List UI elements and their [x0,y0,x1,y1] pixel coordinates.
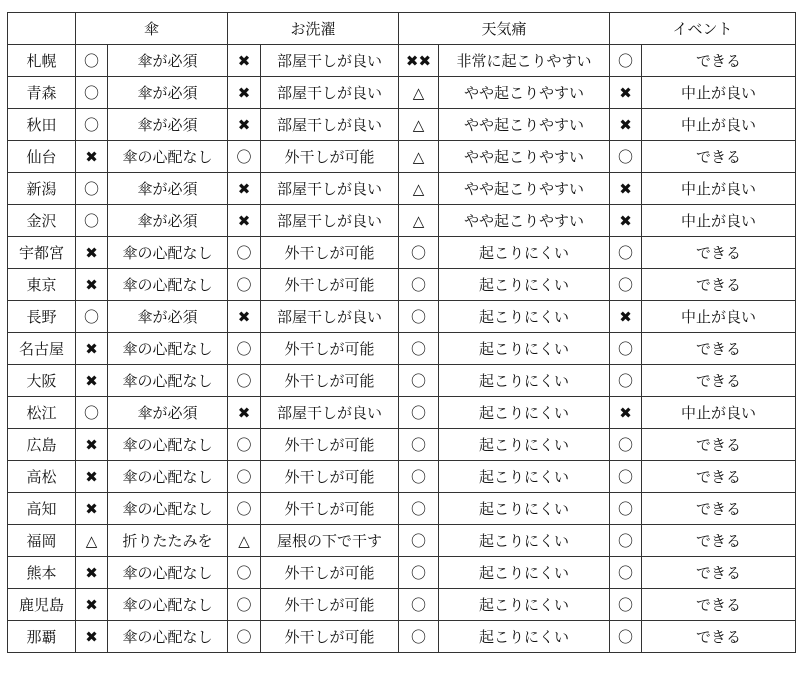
weather-pain-symbol: ✖✖ [399,45,439,77]
header-weather-pain: 天気痛 [399,13,610,45]
umbrella-symbol: ✖ [76,269,108,301]
umbrella-symbol: 〇 [76,173,108,205]
weather-pain-text: やや起こりやすい [439,109,610,141]
laundry-text: 部屋干しが良い [261,45,399,77]
header-event: イベント [610,13,796,45]
weather-pain-text: 起こりにくい [439,301,610,333]
event-text: できる [642,141,796,173]
city-cell: 札幌 [8,45,76,77]
weather-pain-text: 起こりにくい [439,621,610,653]
umbrella-symbol: 〇 [76,397,108,429]
weather-pain-symbol: △ [399,77,439,109]
table-row [8,237,796,269]
laundry-text: 部屋干しが良い [261,205,399,237]
weather-pain-text: 起こりにくい [439,461,610,493]
event-symbol: 〇 [610,621,642,653]
weather-pain-text: 非常に起こりやすい [439,45,610,77]
weather-pain-symbol: 〇 [399,621,439,653]
laundry-symbol: 〇 [228,237,261,269]
event-text: できる [642,429,796,461]
laundry-symbol: 〇 [228,621,261,653]
laundry-text: 部屋干しが良い [261,77,399,109]
umbrella-symbol: ✖ [76,461,108,493]
umbrella-text: 傘の心配なし [108,557,228,589]
weather-pain-text: やや起こりやすい [439,205,610,237]
city-cell: 金沢 [8,205,76,237]
umbrella-text: 傘が必須 [108,205,228,237]
laundry-text: 外干しが可能 [261,141,399,173]
event-symbol: 〇 [610,269,642,301]
city-cell: 秋田 [8,109,76,141]
umbrella-symbol: ✖ [76,365,108,397]
event-text: できる [642,237,796,269]
umbrella-symbol: ✖ [76,429,108,461]
city-cell: 広島 [8,429,76,461]
weather-pain-text: やや起こりやすい [439,141,610,173]
umbrella-symbol: 〇 [76,77,108,109]
laundry-symbol: 〇 [228,269,261,301]
laundry-text: 外干しが可能 [261,461,399,493]
event-text: できる [642,365,796,397]
weather-pain-text: 起こりにくい [439,589,610,621]
event-text: 中止が良い [642,173,796,205]
city-cell: 鹿児島 [8,589,76,621]
weather-pain-text: 起こりにくい [439,525,610,557]
event-text: 中止が良い [642,301,796,333]
laundry-text: 部屋干しが良い [261,301,399,333]
city-cell: 宇都宮 [8,237,76,269]
laundry-text: 外干しが可能 [261,365,399,397]
laundry-text: 外干しが可能 [261,429,399,461]
laundry-symbol: ✖ [228,173,261,205]
event-text: できる [642,333,796,365]
laundry-symbol: 〇 [228,141,261,173]
umbrella-text: 傘の心配なし [108,141,228,173]
laundry-text: 部屋干しが良い [261,397,399,429]
event-text: できる [642,493,796,525]
event-symbol: 〇 [610,141,642,173]
table-row [8,397,796,429]
event-symbol: ✖ [610,109,642,141]
event-text: できる [642,589,796,621]
weather-pain-symbol: △ [399,141,439,173]
umbrella-text: 傘の心配なし [108,269,228,301]
table-row [8,493,796,525]
umbrella-text: 傘の心配なし [108,589,228,621]
weather-pain-symbol: 〇 [399,333,439,365]
table-row [8,173,796,205]
city-cell: 東京 [8,269,76,301]
laundry-symbol: ✖ [228,45,261,77]
laundry-text: 部屋干しが良い [261,173,399,205]
city-cell: 高知 [8,493,76,525]
umbrella-text: 傘が必須 [108,45,228,77]
umbrella-symbol: ✖ [76,557,108,589]
event-symbol: 〇 [610,365,642,397]
umbrella-text: 傘の心配なし [108,429,228,461]
city-cell: 熊本 [8,557,76,589]
weather-pain-symbol: 〇 [399,429,439,461]
table-row [8,365,796,397]
table-row [8,109,796,141]
table-row [8,525,796,557]
weather-pain-symbol: 〇 [399,301,439,333]
umbrella-symbol: 〇 [76,301,108,333]
event-symbol: 〇 [610,333,642,365]
city-cell: 仙台 [8,141,76,173]
event-symbol: 〇 [610,525,642,557]
weather-pain-symbol: 〇 [399,365,439,397]
weather-pain-symbol: 〇 [399,557,439,589]
event-text: できる [642,557,796,589]
laundry-text: 外干しが可能 [261,237,399,269]
table-row [8,301,796,333]
weather-pain-text: 起こりにくい [439,269,610,301]
weather-pain-text: 起こりにくい [439,557,610,589]
laundry-text: 部屋干しが良い [261,109,399,141]
umbrella-symbol: ✖ [76,589,108,621]
table-row [8,429,796,461]
table-row [8,205,796,237]
laundry-symbol: ✖ [228,301,261,333]
table-row [8,141,796,173]
event-symbol: 〇 [610,589,642,621]
weather-pain-text: やや起こりやすい [439,173,610,205]
umbrella-text: 傘が必須 [108,109,228,141]
umbrella-text: 傘の心配なし [108,461,228,493]
laundry-symbol: 〇 [228,493,261,525]
weather-pain-text: 起こりにくい [439,493,610,525]
event-symbol: ✖ [610,205,642,237]
weather-pain-symbol: 〇 [399,493,439,525]
weather-pain-symbol: 〇 [399,589,439,621]
weather-pain-text: やや起こりやすい [439,77,610,109]
table-row [8,589,796,621]
laundry-symbol: 〇 [228,589,261,621]
umbrella-text: 傘が必須 [108,301,228,333]
laundry-symbol: ✖ [228,109,261,141]
laundry-symbol: 〇 [228,461,261,493]
laundry-text: 外干しが可能 [261,493,399,525]
weather-pain-symbol: △ [399,109,439,141]
umbrella-text: 傘の心配なし [108,621,228,653]
event-text: できる [642,461,796,493]
event-text: できる [642,621,796,653]
header-corner [8,13,76,45]
event-symbol: 〇 [610,237,642,269]
laundry-symbol: 〇 [228,365,261,397]
city-cell: 名古屋 [8,333,76,365]
weather-pain-text: 起こりにくい [439,237,610,269]
laundry-symbol: △ [228,525,261,557]
event-text: 中止が良い [642,109,796,141]
weather-pain-text: 起こりにくい [439,397,610,429]
city-cell: 松江 [8,397,76,429]
laundry-text: 外干しが可能 [261,333,399,365]
laundry-text: 外干しが可能 [261,589,399,621]
weather-pain-symbol: 〇 [399,269,439,301]
table-row [8,45,796,77]
umbrella-symbol: ✖ [76,237,108,269]
laundry-symbol: ✖ [228,77,261,109]
umbrella-text: 傘が必須 [108,173,228,205]
weather-pain-symbol: △ [399,173,439,205]
umbrella-text: 傘が必須 [108,397,228,429]
laundry-symbol: ✖ [228,205,261,237]
umbrella-symbol: ✖ [76,621,108,653]
laundry-symbol: ✖ [228,397,261,429]
city-cell: 福岡 [8,525,76,557]
city-cell: 高松 [8,461,76,493]
city-cell: 青森 [8,77,76,109]
umbrella-text: 傘の心配なし [108,365,228,397]
table-row [8,557,796,589]
laundry-text: 屋根の下で干す [261,525,399,557]
weather-forecast-table [7,12,796,653]
weather-pain-symbol: 〇 [399,461,439,493]
event-text: 中止が良い [642,205,796,237]
event-symbol: 〇 [610,429,642,461]
event-symbol: ✖ [610,173,642,205]
event-symbol: 〇 [610,557,642,589]
umbrella-text: 傘の心配なし [108,493,228,525]
umbrella-symbol: ✖ [76,333,108,365]
event-symbol: 〇 [610,45,642,77]
umbrella-symbol: 〇 [76,109,108,141]
umbrella-symbol: ✖ [76,141,108,173]
weather-pain-text: 起こりにくい [439,365,610,397]
laundry-text: 外干しが可能 [261,621,399,653]
city-cell: 長野 [8,301,76,333]
event-symbol: 〇 [610,493,642,525]
table-row [8,269,796,301]
umbrella-symbol: ✖ [76,493,108,525]
table-row [8,77,796,109]
event-text: できる [642,525,796,557]
umbrella-text: 傘の心配なし [108,237,228,269]
laundry-text: 外干しが可能 [261,269,399,301]
event-text: 中止が良い [642,77,796,109]
header-umbrella: 傘 [76,13,228,45]
table-row [8,461,796,493]
weather-pain-symbol: 〇 [399,397,439,429]
umbrella-text: 折りたたみを [108,525,228,557]
header-row [8,13,796,45]
laundry-symbol: 〇 [228,557,261,589]
umbrella-symbol: △ [76,525,108,557]
umbrella-symbol: 〇 [76,205,108,237]
city-cell: 新潟 [8,173,76,205]
umbrella-text: 傘が必須 [108,77,228,109]
event-text: 中止が良い [642,397,796,429]
weather-pain-symbol: △ [399,205,439,237]
city-cell: 大阪 [8,365,76,397]
table-row [8,621,796,653]
weather-pain-symbol: 〇 [399,237,439,269]
laundry-symbol: 〇 [228,429,261,461]
laundry-text: 外干しが可能 [261,557,399,589]
weather-pain-text: 起こりにくい [439,429,610,461]
table-row [8,333,796,365]
city-cell: 那覇 [8,621,76,653]
event-symbol: ✖ [610,397,642,429]
weather-pain-symbol: 〇 [399,525,439,557]
event-symbol: ✖ [610,77,642,109]
event-text: できる [642,269,796,301]
event-text: できる [642,45,796,77]
event-symbol: ✖ [610,301,642,333]
weather-pain-text: 起こりにくい [439,333,610,365]
umbrella-symbol: 〇 [76,45,108,77]
header-laundry: お洗濯 [228,13,399,45]
umbrella-text: 傘の心配なし [108,333,228,365]
event-symbol: 〇 [610,461,642,493]
laundry-symbol: 〇 [228,333,261,365]
